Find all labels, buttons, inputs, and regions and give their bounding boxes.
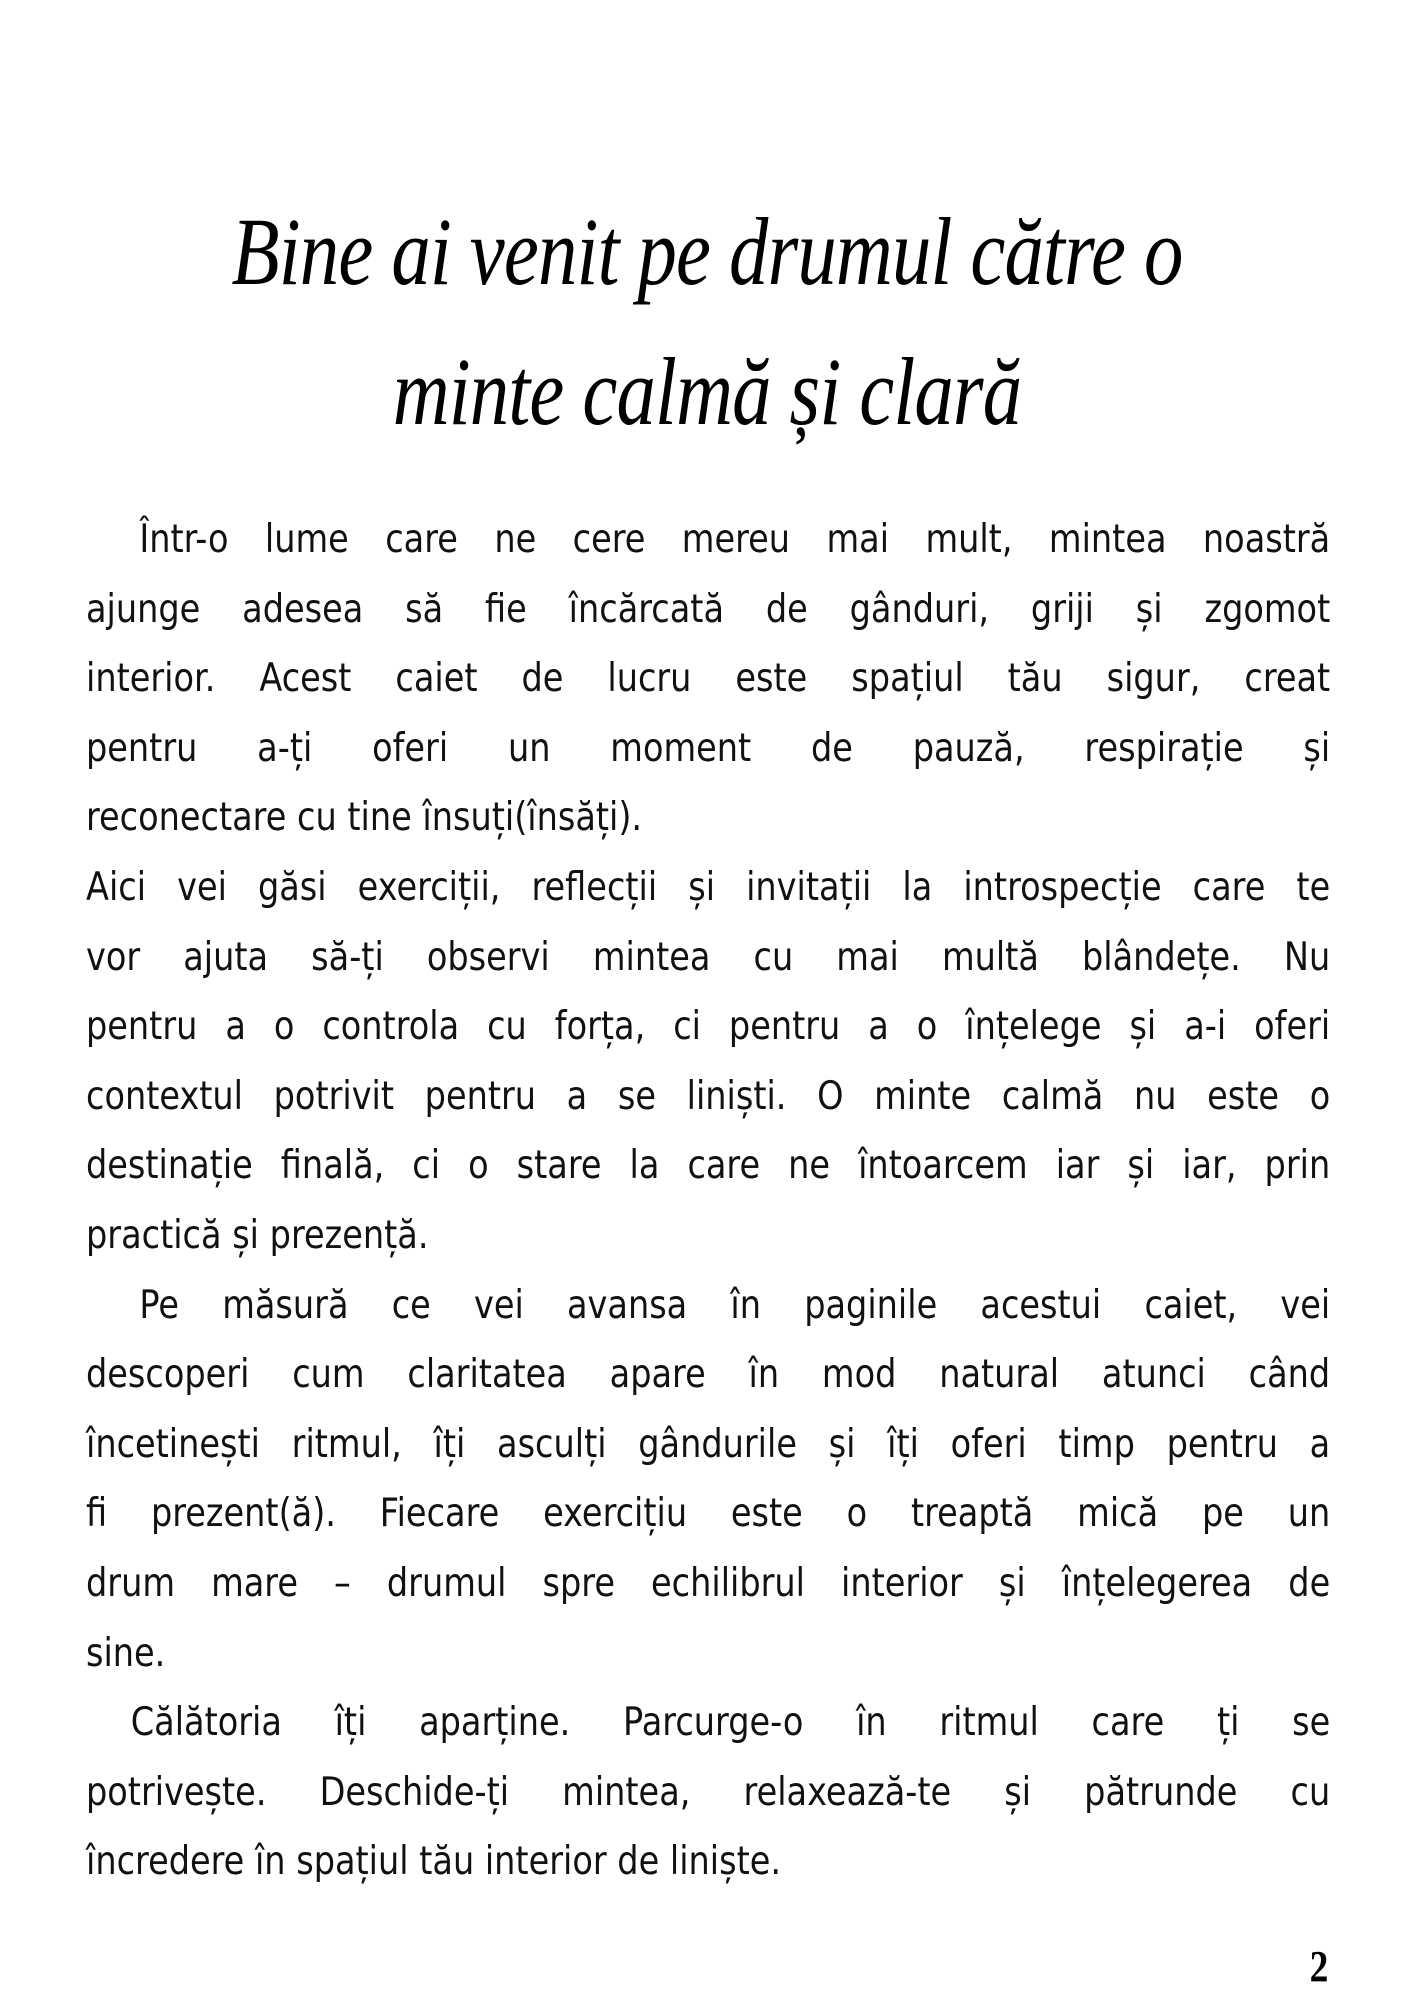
text-line: Aici vei găsi exerciții, reflecții și invitații la introspecție care te [86, 864, 1331, 910]
text-line: încetinești ritmul, îți asculți gândurile și îți oferi timp pentru a [86, 1421, 1331, 1467]
text-line: drum mare – drumul spre echilibrul interior și înțelegerea de [86, 1560, 1331, 1606]
title-line-1: Bine ai venit pe drumul către o [231, 198, 1183, 306]
text-line: Într-o lume care ne cere mereu mai mult, mintea noastră [139, 517, 1331, 562]
text-line: reconectare cu tine însuți(însăți). [86, 795, 643, 841]
text-line: pentru a o controla cu forța, ci pentru a o înțelege și a-i oferi [86, 1004, 1331, 1050]
text-line: destinație finală, ci o stare la care ne întoarcem iar și iar, prin [86, 1143, 1331, 1189]
text-line: sine. [86, 1630, 166, 1676]
title-line-2: minte calmă și clară [392, 338, 1022, 446]
text-line: descoperi cum claritatea apare în mod natural atunci când [86, 1352, 1331, 1398]
paragraph-exercises [86, 853, 1330, 1271]
text-line: interior. Acest caiet de lucru este spațiul tău sigur, creat [86, 656, 1331, 702]
paragraph-progress [86, 1271, 1330, 1689]
page-number: 2 [1309, 1942, 1329, 1991]
text-line: pentru a-ți oferi un moment de pauză, respirație și [86, 725, 1331, 771]
text-line: practică și prezență. [86, 1212, 429, 1258]
paragraph-intro [86, 505, 1330, 853]
text-line: Pe măsură ce vei avansa în paginile acestui caiet, vei [139, 1282, 1331, 1328]
paragraph-journey [86, 1688, 1330, 1897]
body-text [86, 505, 1330, 1897]
text-line: contextul potrivit pentru a se liniști. O minte calmă nu este o [86, 1073, 1331, 1119]
text-line: vor ajuta să-ți observi mintea cu mai multă blândețe. Nu [86, 934, 1331, 980]
text-line: potrivește. Deschide-ți mintea, relaxează-te și pătrunde cu [86, 1769, 1331, 1815]
text-line: încredere în spațiul tău interior de liniște. [86, 1839, 782, 1885]
text-line: Călătoria îți aparține. Parcurge-o în ritmul care ți se [130, 1700, 1331, 1746]
page-title [127, 182, 1286, 462]
text-line: fi prezent(ă). Fiecare exercițiu este o treaptă mică pe un [86, 1491, 1331, 1537]
text-line: ajunge adesea să fie încărcată de gânduri, griji și zgomot [86, 586, 1331, 632]
